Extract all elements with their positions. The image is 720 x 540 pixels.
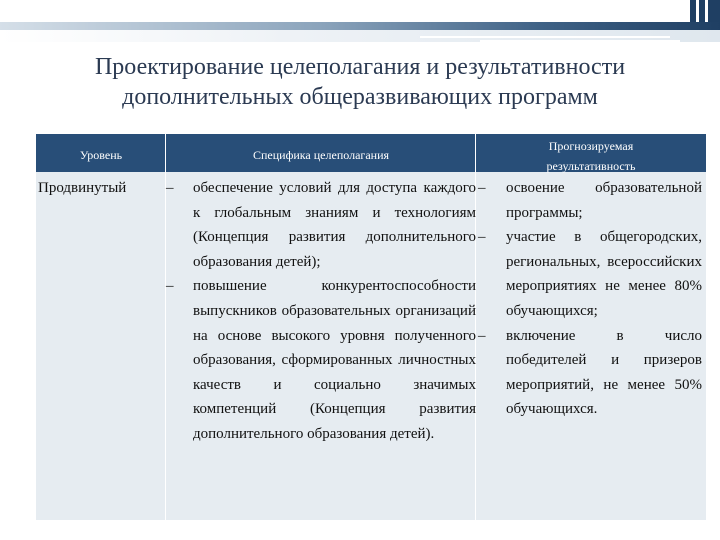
specifics-item — [166, 176, 476, 274]
specifics-item — [166, 274, 476, 446]
table-header-row — [36, 134, 706, 172]
goals-table — [36, 134, 706, 520]
header-decorative-lines — [420, 34, 720, 48]
result-item-text: участие в общегородских, региональных, всероссийских мероприятиях не менее 80% обучающихся; — [506, 229, 702, 319]
header-specifics: Специфика целеполагания — [252, 148, 390, 162]
header-result-line-1: Прогнозируемая — [548, 139, 634, 153]
header-result-line-2: результативность — [546, 159, 636, 173]
header-gradient-bar — [0, 22, 720, 30]
slide-title — [20, 52, 700, 112]
header-corner-blocks — [674, 0, 720, 22]
result-item-text: включение в число победителей и призеров мероприятий, не менее 50% обучающихся. — [506, 327, 702, 418]
slide-title-line-1: Проектирование целеполагания и результативности — [94, 54, 626, 80]
cell-level: Продвинутый — [38, 180, 127, 196]
cell-specifics — [166, 176, 476, 447]
slide-title-line-2: дополнительных общеразвивающих программ — [122, 84, 598, 110]
result-item-text: освоение образовательной программы; — [506, 180, 702, 221]
cell-expected-results — [476, 176, 702, 422]
header-expected-results — [476, 136, 706, 176]
dash-marker: – — [166, 278, 174, 295]
header-level: Уровень — [79, 148, 123, 162]
result-item — [476, 324, 702, 422]
result-item — [476, 176, 702, 225]
result-item — [476, 225, 702, 323]
dash-marker: – — [478, 180, 486, 196]
dash-marker: – — [478, 229, 486, 246]
specifics-item-text: обеспечение условий для доступа каждого к глобальным знаниям и технологиям (Концепция развития дополнительного образования детей); — [193, 180, 476, 270]
specifics-item-text: повышение конкурентоспособности выпускников образовательных организаций на основе высокого уровня полученного образования, сформированных личностных качеств и социально значимых компетенций (Концепция развития дополнительного образования детей). — [193, 278, 476, 442]
header-decoration — [0, 0, 720, 22]
dash-marker: – — [478, 327, 486, 344]
dash-marker: – — [166, 180, 174, 196]
